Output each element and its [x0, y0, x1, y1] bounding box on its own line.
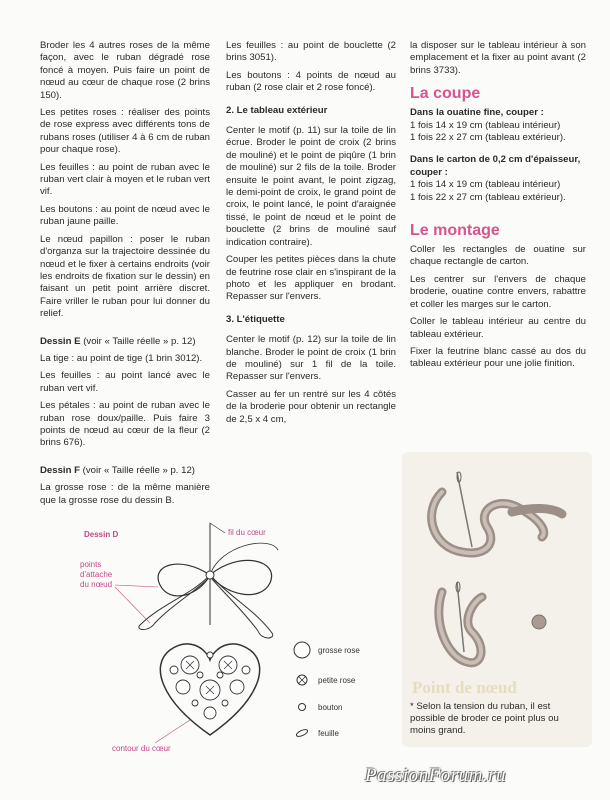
carton-line-1: 1 fois 14 x 19 cm (tableau intérieur) — [410, 179, 561, 191]
point-de-noeud-note: * Selon la tension du ruban, il est possible de broder ce point plus ou moins grand. — [410, 701, 559, 736]
ouatine-heading: Dans la ouatine fine, couper : — [410, 107, 544, 119]
paragraph-grosse-rose: La grosse rose : de la même manière que la grosse rose du dessin B. — [40, 482, 210, 506]
dessin-d-diagram — [40, 515, 400, 770]
dessin-f-heading: Dessin F (voir « Taille réelle » p. 12) — [40, 464, 196, 476]
paragraph-boutons: Les boutons : au point de nœud avec le ruban jaune paille. — [40, 203, 210, 228]
paragraph-montage-3: Coller le tableau intérieur au centre du tableau extérieur. — [410, 316, 586, 340]
paragraph-feuilles: Les feuilles : au point de ruban avec le ruban vert clair à moyen et le ruban vert vif. — [40, 161, 210, 198]
legend — [294, 642, 360, 738]
heart-ornament-drawing — [40, 515, 400, 770]
ouatine-line-2: 1 fois 22 x 27 cm (tableau extérieur). — [410, 132, 566, 144]
point-de-noeud-title: Point de nœud — [412, 678, 517, 697]
paragraph-petites-roses: Les petites roses : réaliser des points de rose express avec différents tons de rubans roses (utiliser 4 à 6 cm de ruban pour chaque rose). — [40, 107, 210, 156]
paragraph-petales: Les pétales : au point de ruban avec le ruban rose doux/paille. Puis faire 3 points de nœud au cœur de la fleur (2 brins 676). — [40, 400, 210, 449]
legend-petite-rose: petite rose — [318, 676, 356, 685]
legend-bouton-icon — [299, 704, 306, 711]
column-middle — [226, 40, 396, 431]
ouatine-line-1: 1 fois 14 x 19 cm (tableau intérieur) — [410, 119, 561, 131]
paragraph-tableau-couper: Couper les petites pièces dans la chute de feutrine rose clair en s'inspirant de la photo et les appliquer en brodant. Repasser sur l'envers. — [226, 254, 396, 303]
label-attache-l1: points — [80, 560, 102, 569]
paragraph-etiquette-center: Center le motif (p. 12) sur la toile de lin blanche. Broder le point de croix (1 brin de mouliné) sur 1 fil de la toile. Repasser sur l'envers. — [226, 334, 396, 383]
paragraph-roses: Broder les 4 autres roses de la même façon, avec le ruban dégradé rose foncé à moyen. Puis faire un point de nœud au cœur de chaque rose (2 brins 150). — [40, 40, 210, 101]
column-left — [40, 40, 210, 512]
paragraph-noeud-papillon: Le nœud papillon : poser le ruban d'organza sur la trajectoire dessinée du nœud et le fixer à certains endroits (voir les endroits de fixation sur le dessin) en faisant un petit point arrière discret. Faire vriller le ruban pour lui donner du relief. — [40, 233, 210, 320]
label-attache-l3: du nœud — [80, 580, 113, 589]
paragraph-tige: La tige : au point de tige (1 brin 3012). — [40, 352, 203, 364]
column-right — [410, 40, 586, 376]
label-attache — [80, 560, 114, 589]
diagram-title: Dessin D — [84, 530, 119, 539]
legend-grosse-rose: grosse rose — [318, 646, 360, 655]
carton-line-2: 1 fois 22 x 27 cm (tableau extérieur). — [410, 191, 566, 203]
section-etiquette: 3. L'étiquette — [226, 313, 285, 325]
paragraph-c2-boutons: Les boutons : 4 points de nœud au ruban (2 rose clair et 2 rose foncé). — [226, 69, 396, 94]
legend-feuille: feuille — [318, 729, 339, 738]
label-fil: fil du cœur — [228, 528, 266, 537]
paragraph-tableau-broder: Center le motif (p. 11) sur la toile de lin écrue. Broder le point de croix (2 brins de mouliné) et le point de piqûre (1 brin de mouliné) sur 2 fils de la toile. Broder ensuite le point avant, le point zigzag, le demi-point de croix, le grand point de croix, le point lancé, le point d'araignée tissé, le point de nœud et le point de bouclette (2 brins de mouliné sauf indication contraire). — [226, 125, 396, 248]
watermark-logo: PassionForum.ru — [365, 765, 507, 786]
legend-bouton: bouton — [318, 703, 343, 712]
section-tableau-exterieur: 2. Le tableau extérieur — [226, 104, 328, 116]
paragraph-disposer: la disposer sur le tableau intérieur à son emplacement et la fixer au point avant (2 brins 3733). — [410, 40, 586, 76]
paragraph-c2-feuilles: Les feuilles : au point de bouclette (2 brins 3051). — [226, 40, 396, 64]
heading-le-montage: Le montage — [410, 222, 500, 240]
legend-feuille-icon — [296, 728, 309, 738]
heading-la-coupe: La coupe — [410, 85, 481, 103]
label-attache-l2: d'attache — [80, 570, 113, 579]
paragraph-etiquette-casser: Casser au fer un rentré sur les 4 côtés de la broderie pour obtenir un rectangle de 2,5 x 4 cm, — [226, 388, 396, 425]
paragraph-montage-4: Fixer la feutrine blanc cassé au dos du tableau extérieur pour une jolie finition. — [410, 345, 586, 370]
paragraph-montage-1: Coller les rectangles de ouatine sur chaque rectangle de carton. — [410, 244, 586, 268]
label-contour: contour du cœur — [112, 744, 171, 753]
paragraph-e-feuilles: Les feuilles : au point lancé avec le ruban vert vif. — [40, 370, 210, 394]
paragraph-montage-2: Les centrer sur l'envers de chaque broderie, ouatine contre envers, rabattre et coller les marges sur le carton. — [410, 273, 586, 310]
legend-grosse-rose-icon — [294, 642, 310, 658]
carton-heading: Dans le carton de 0,2 cm d'épaisseur, couper : — [410, 154, 581, 178]
dessin-e-heading: Dessin E (voir « Taille réelle » p. 12) — [40, 335, 196, 347]
